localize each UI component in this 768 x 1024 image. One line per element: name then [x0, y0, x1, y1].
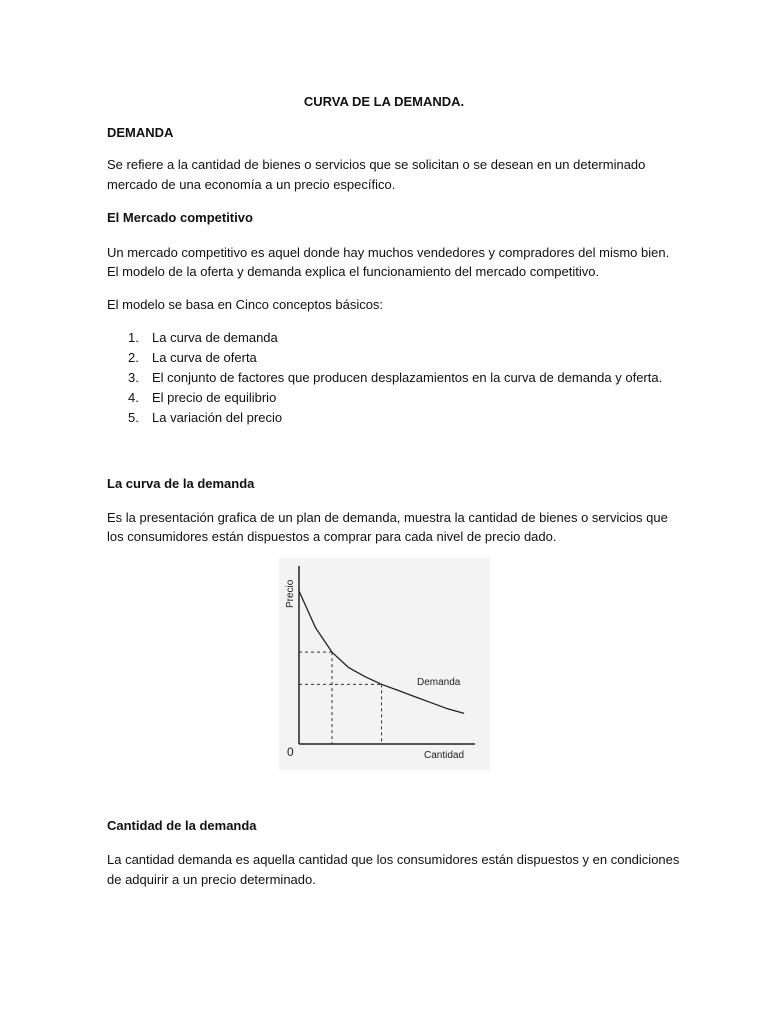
- paragraph-mercado-line-1: Un mercado competitivo es aquel donde hay muchos vendedores y compradores del mismo bien.: [107, 245, 670, 260]
- paragraph-curva-line-2: los consumidores están dispuestos a comprar para cada nivel de precio dado.: [107, 529, 557, 544]
- heading-demanda: DEMANDA: [107, 125, 174, 140]
- reference-lines: [299, 652, 382, 744]
- y-axis-label: Precio: [285, 579, 296, 608]
- heading-curva-demanda: La curva de la demanda: [107, 476, 255, 491]
- concept-list: [128, 328, 662, 428]
- origin-label: 0: [287, 745, 294, 759]
- paragraph-cantidad-line-2: de adquirir a un precio determinado.: [107, 872, 316, 887]
- list-item: 1. La curva de demanda: [128, 330, 278, 345]
- page-title: CURVA DE LA DEMANDA.: [303, 94, 465, 109]
- list-item: 3. El conjunto de factores que producen desplazamientos en la curva de demanda y oferta.: [128, 370, 663, 385]
- list-item: 2. La curva de oferta: [128, 350, 257, 365]
- paragraph-cantidad-line-1: La cantidad demanda es aquella cantidad que los consumidores están dispuestos y en condiciones: [107, 852, 680, 867]
- paragraph-curva-line-1: Es la presentación grafica de un plan de demanda, muestra la cantidad de bienes o servicios que: [107, 510, 668, 525]
- demand-curve-figure: [279, 558, 490, 770]
- model-intro: El modelo se basa en Cinco conceptos básicos:: [107, 297, 384, 312]
- x-axis-label: Cantidad: [424, 750, 465, 761]
- list-item: 5. La variación del precio: [128, 410, 283, 425]
- heading-cantidad-demanda: Cantidad de la demanda: [107, 818, 257, 833]
- paragraph-demanda-line-1: Se refiere a la cantidad de bienes o servicios que se solicitan o se desean en un determinado: [107, 157, 646, 172]
- list-item: 4. El precio de equilibrio: [128, 390, 277, 405]
- series-label-demanda: Demanda: [417, 677, 461, 688]
- heading-mercado-competitivo: El Mercado competitivo: [107, 210, 253, 225]
- paragraph-demanda-line-2: mercado de una economía a un precio específico.: [107, 177, 396, 192]
- paragraph-mercado-line-2: El modelo de la oferta y demanda explica el funcionamiento del mercado competitivo.: [107, 264, 600, 279]
- demand-curve-chart: [279, 558, 490, 770]
